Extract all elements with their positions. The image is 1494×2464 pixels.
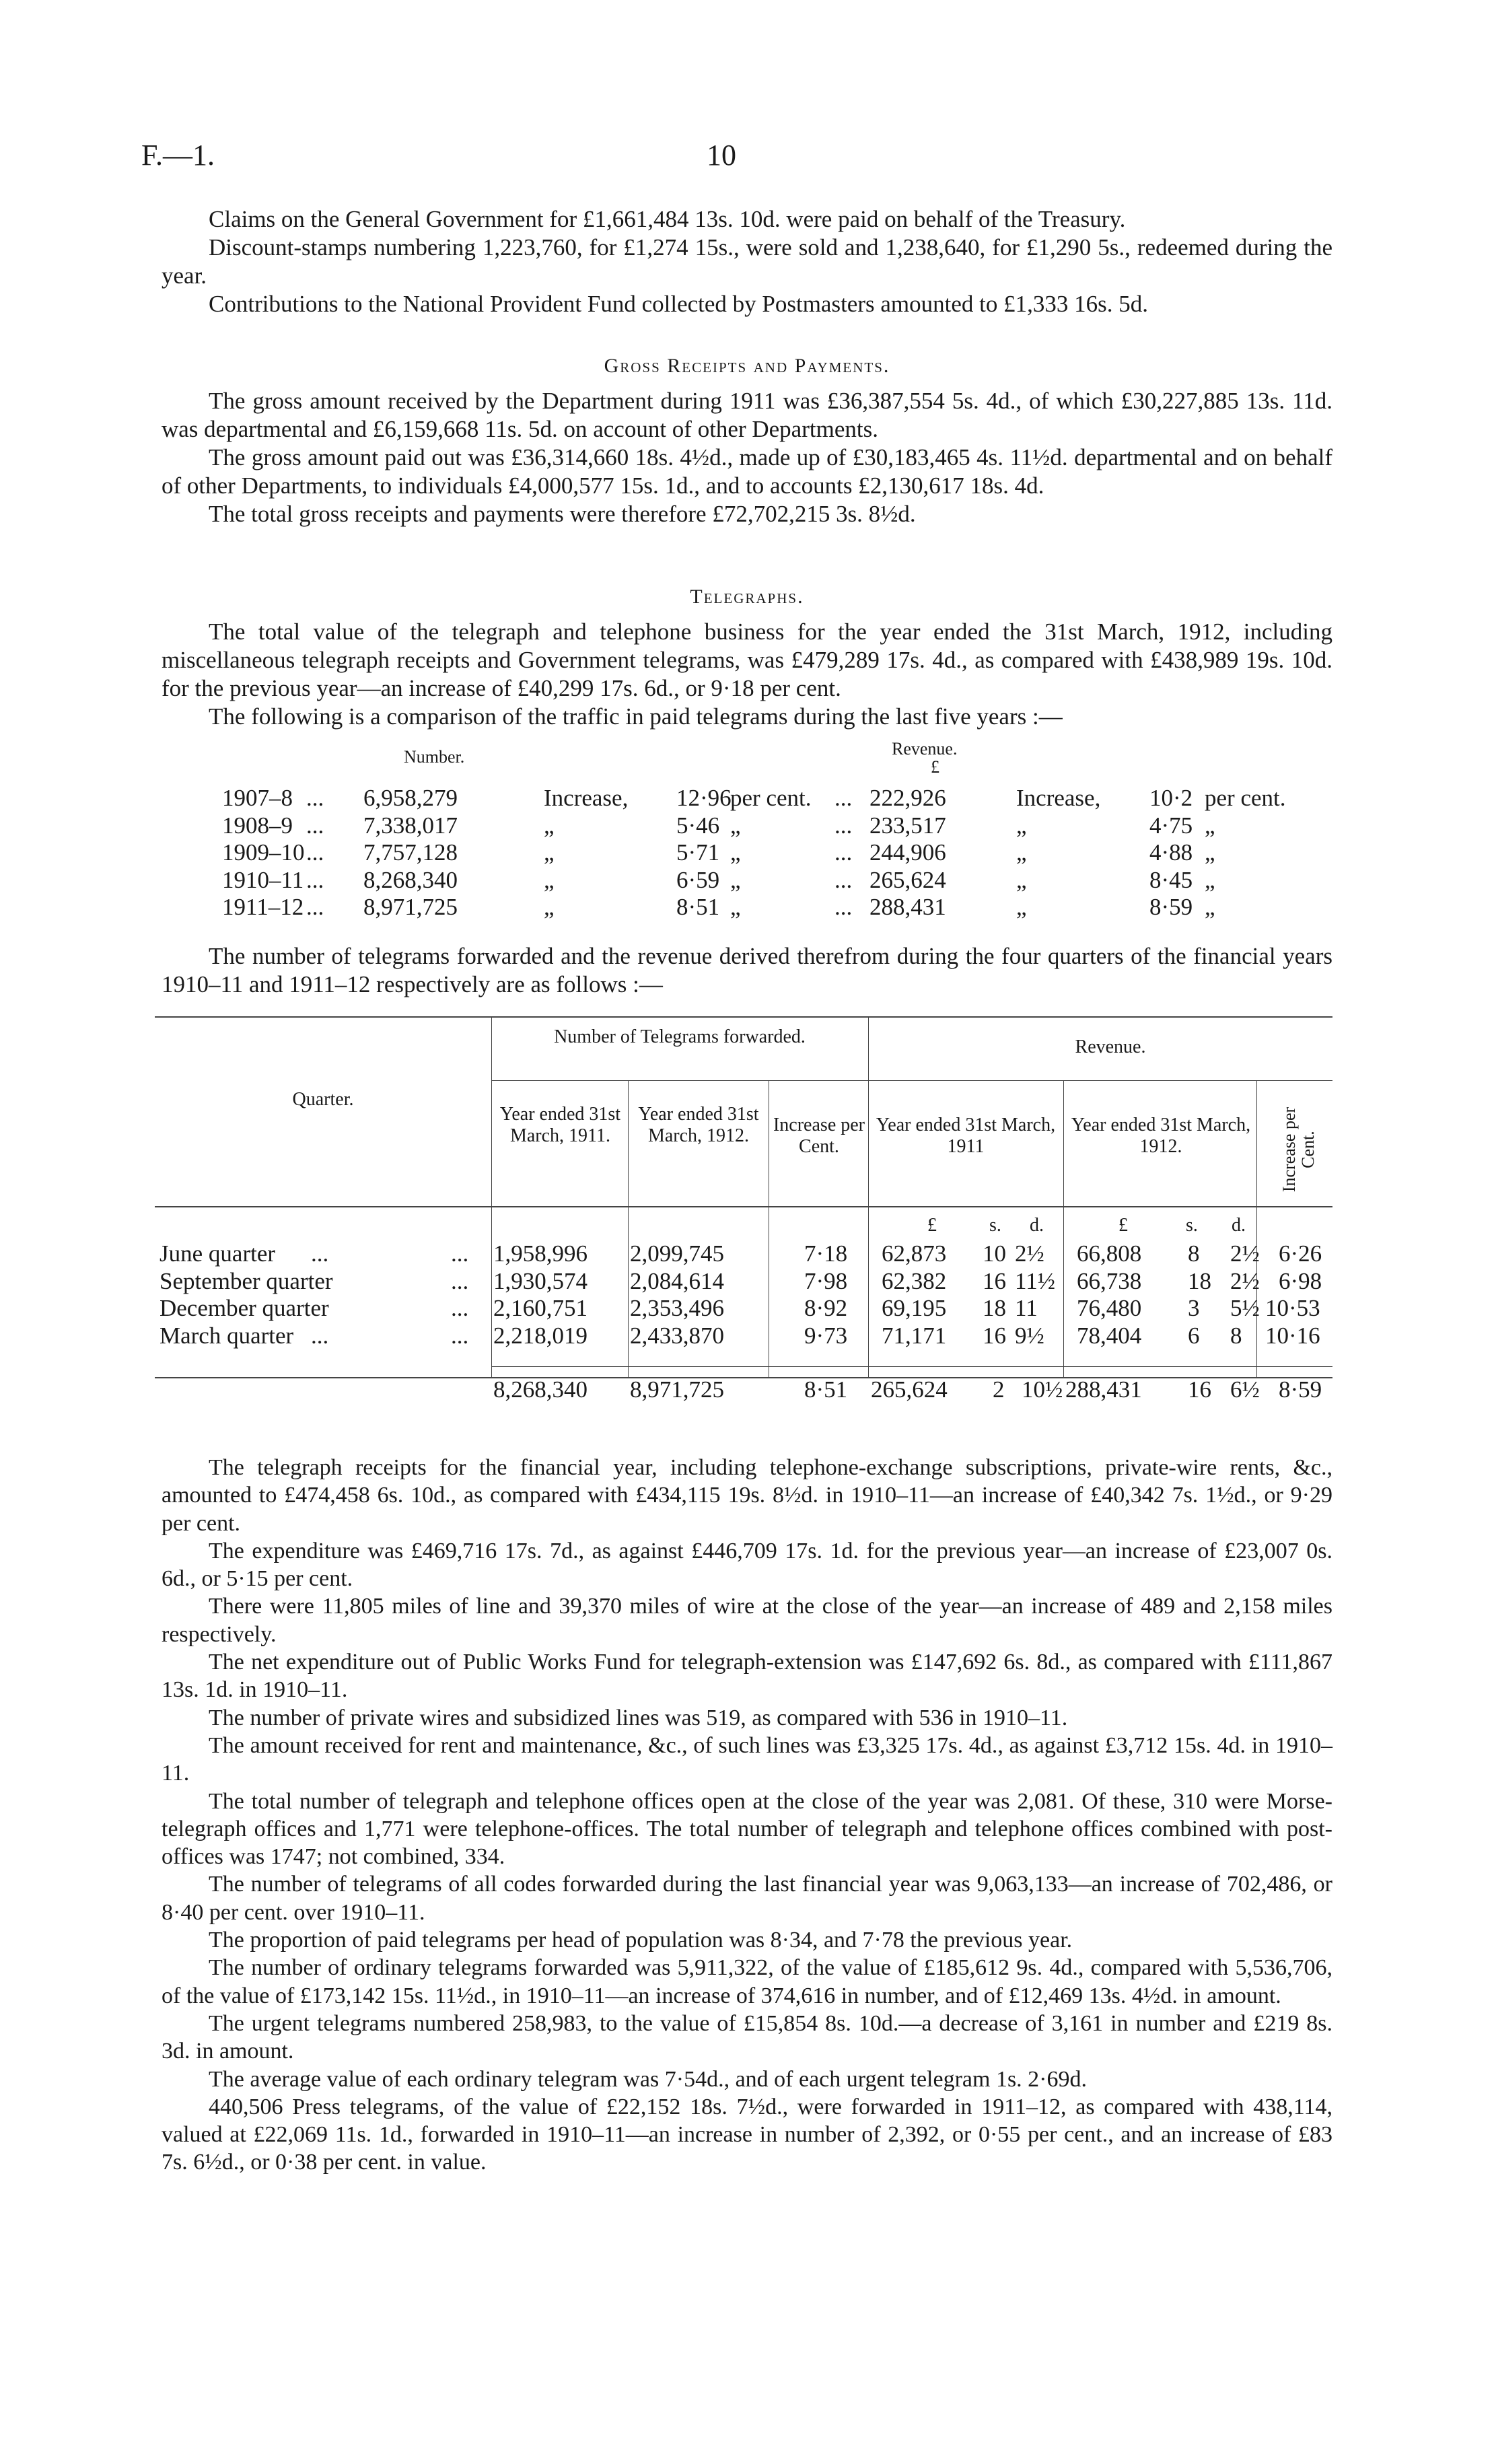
header-revenue-1912: Year ended 31st March, 1912. (1071, 1115, 1251, 1157)
quarter-inc: 7·18 (804, 1240, 848, 1267)
five-year-revenue: 233,517 (869, 812, 946, 839)
five-year-year: 1907–8 (222, 785, 293, 811)
paragraph: 440,506 Press telegrams, of the value of £22,152 18s. 7½d., were forwarded in 1911–12, as compared with 438,114, valued at £22,069 11s. 1d., forwarded in 1910–11—an increase in number of 2,392, or 0·55 per cent., and an increase of £83 7s. 6½d., or 0·38 per cent. in value. (162, 2094, 1332, 2175)
section-heading-gross: Gross Receipts and Payments. (604, 355, 890, 377)
quarter-inc: 9·73 (804, 1322, 848, 1349)
five-year-dots2: ... (834, 894, 853, 920)
unit-pence: d. (1030, 1215, 1044, 1236)
five-year-rev_pc: per cent. (1205, 785, 1286, 811)
quarter-r1911_s: 18 (983, 1295, 1006, 1321)
quarter-r1911_d: 9½ (1015, 1322, 1044, 1349)
gross-section (162, 387, 1332, 528)
quarter-dots2: ... (451, 1295, 469, 1321)
five-year-inc_label: Increase, (544, 785, 629, 811)
quarter-r1912_s: 3 (1188, 1295, 1200, 1321)
five-year-number: 8,268,340 (363, 866, 458, 893)
quarter-rinc: 10·16 (1265, 1322, 1320, 1349)
five-year-rev_inc: 4·75 (1149, 812, 1193, 839)
unit-pence: d. (1232, 1215, 1246, 1236)
five-year-dots2: ... (834, 785, 853, 811)
quarter-r1911_s: 16 (983, 1322, 1006, 1349)
five-year-dots: ... (306, 894, 324, 920)
quarter-r1912_d: 2½ (1230, 1267, 1260, 1294)
five-year-inc: 5·46 (676, 812, 720, 839)
quarter-r1912_l: 78,404 (1077, 1322, 1142, 1349)
quarter-quarter: March quarter (159, 1322, 294, 1349)
header-year-1911: Year ended 31st March, 1911. (499, 1104, 621, 1146)
quarter-quarter: June quarter (159, 1240, 276, 1267)
five-year-number: 7,757,128 (363, 839, 458, 866)
five-year-rev_label: „ (1016, 866, 1027, 893)
five-year-inc_label: „ (544, 839, 555, 866)
table-rule (491, 1080, 1332, 1081)
paragraph: The net expenditure out of Public Works Fund for telegraph-extension was £147,692 6s. 8d., as compared with £111,867 13s. 1d. in 1910–11. (162, 1650, 1332, 1703)
five-year-rev_label: „ (1016, 839, 1027, 866)
five-year-inc: 8·51 (676, 894, 720, 920)
five-year-pc: „ (730, 894, 741, 920)
five-year-revenue: 222,926 (869, 785, 946, 811)
five-year-inc: 6·59 (676, 866, 720, 893)
total-r1911-pence: 10½ (1022, 1376, 1063, 1403)
quarter-r1912_s: 6 (1188, 1322, 1200, 1349)
paragraph: The telegraph receipts for the financial year, including telephone-exchange subscriptions, private-wire rents, &c., amounted to £474,458 6s. 10d., as compared with £434,115 19s. 8½d. in 1910–11—an increase of £40,342 7s. 1½d., or 9·29 per cent. (162, 1455, 1332, 1536)
quarter-n1911: 2,218,019 (493, 1322, 588, 1349)
five-year-pc: „ (730, 839, 741, 866)
table-rule (1063, 1080, 1064, 1377)
paragraph: The total gross receipts and payments were therefore £72,702,215 3s. 8½d. (209, 501, 916, 527)
page-number: 10 (707, 139, 736, 172)
paragraph: Contributions to the National Provident Fund collected by Postmasters amounted to £1,333 16s. 5d. (209, 291, 1148, 317)
total-r1911-shillings: 2 (993, 1376, 1005, 1403)
paragraph: The amount received for rent and maintenance, &c., of such lines was £3,325 17s. 4d., as against £3,712 15s. 4d. in 1910–11. (162, 1732, 1332, 1786)
quarter-dots2: ... (451, 1322, 469, 1349)
paragraph: Claims on the General Government for £1,661,484 13s. 10d. were paid on behalf of the Treasury. (209, 206, 1126, 232)
paragraph: The number of telegrams forwarded and the revenue derived therefrom during the four quarters of the financial years 1910–11 and 1911–12 respectively are as follows :— (162, 943, 1332, 997)
paragraph: The total value of the telegraph and telephone business for the year ended the 31st March, 1912, including miscellaneous telegraph receipts and Government telegrams, was £479,289 17s. 4d., as compared with £438,989 19s. 10d. for the previous year—an increase of £40,299 17s. 6d., or 9·18 per cent. (162, 619, 1332, 701)
five-year-dots2: ... (834, 812, 853, 839)
closing-section (162, 1454, 1332, 2177)
five-year-revenue-unit: £ (931, 757, 939, 777)
total-r1912-shillings: 16 (1188, 1376, 1211, 1403)
quarter-quarter: September quarter (159, 1267, 333, 1294)
paragraph: The gross amount paid out was £36,314,660 18s. 4½d., made up of £30,183,465 4s. 11½d. departmental and on behalf of other Departments, to individuals £4,000,577 15s. 1d., and to accounts £2,130,617 18s. 4d. (162, 444, 1332, 499)
header-increase: Increase per Cent. (773, 1115, 865, 1157)
five-year-number: 6,958,279 (363, 785, 458, 811)
five-year-pc: per cent. (730, 785, 812, 811)
paragraph: The number of ordinary telegrams forwarded was 5,911,322, of the value of £185,612 9s. 4d., compared with 5,536,706, of the value of £173,142 15s. 11½d., in 1910–11—an increase of 374,616 in number, and of £12,469 13s. 4½d. in amount. (162, 1955, 1332, 2008)
unit-pound: £ (927, 1215, 937, 1236)
five-year-dots2: ... (834, 839, 853, 866)
total-increase: 8·51 (804, 1376, 848, 1403)
quarter-r1911_l: 71,171 (882, 1322, 947, 1349)
five-year-revenue-header: Revenue. (892, 739, 958, 759)
quarter-r1912_l: 66,738 (1077, 1267, 1142, 1294)
quarter-r1911_l: 69,195 (882, 1295, 947, 1321)
section-heading-telegraphs: Telegraphs. (690, 586, 804, 608)
telegraphs-section (162, 618, 1332, 731)
total-r1912-pounds: 288,431 (1065, 1376, 1142, 1403)
total-revenue-increase: 8·59 (1279, 1376, 1322, 1403)
paragraph: There were 11,805 miles of line and 39,370 miles of wire at the close of the year—an increase of 489 and 2,158 miles respectively. (162, 1594, 1332, 1647)
paragraph: The urgent telegrams numbered 258,983, to the value of £15,854 8s. 10d.—a decrease of 3,161 in number and £219 8s. 3d. in amount. (162, 2010, 1332, 2064)
quarters-intro (162, 942, 1332, 999)
paragraph: The number of private wires and subsidized lines was 519, as compared with 536 in 1910–11. (209, 1705, 1068, 1730)
quarter-r1911_d: 11 (1015, 1295, 1038, 1321)
quarter-r1912_d: 2½ (1230, 1240, 1260, 1267)
five-year-inc: 5·71 (676, 839, 720, 866)
quarter-rinc: 6·98 (1279, 1267, 1322, 1294)
quarter-n1912: 2,099,745 (630, 1240, 724, 1267)
header-revenue-increase: Increase per Cent. (1279, 1106, 1318, 1193)
quarter-dots2: ... (451, 1240, 469, 1267)
header-number-group: Number of Telegrams forwarded. (554, 1026, 806, 1047)
quarter-rinc: 6·26 (1279, 1240, 1322, 1267)
five-year-revenue: 244,906 (869, 839, 946, 866)
quarter-n1911: 1,958,996 (493, 1240, 588, 1267)
five-year-year: 1911–12 (222, 894, 304, 920)
quarter-n1912: 2,433,870 (630, 1322, 724, 1349)
intro-section (162, 205, 1332, 318)
five-year-dots: ... (306, 866, 324, 893)
quarter-quarter: December quarter (159, 1295, 329, 1321)
five-year-revenue: 265,624 (869, 866, 946, 893)
quarter-r1912_d: 5½ (1230, 1295, 1260, 1321)
quarter-r1911_l: 62,873 (882, 1240, 947, 1267)
quarter-r1911_s: 10 (983, 1240, 1006, 1267)
total-r1911-pounds: 265,624 (871, 1376, 948, 1403)
quarter-dots: ... (311, 1322, 329, 1349)
quarter-r1911_l: 62,382 (882, 1267, 947, 1294)
unit-shillings: s. (1186, 1215, 1198, 1236)
five-year-dots: ... (306, 812, 324, 839)
quarter-r1912_l: 66,808 (1077, 1240, 1142, 1267)
quarter-inc: 7·98 (804, 1267, 848, 1294)
unit-pound: £ (1118, 1215, 1128, 1236)
table-rule (1256, 1080, 1257, 1377)
quarter-r1912_s: 18 (1188, 1267, 1211, 1294)
header-year-1912: Year ended 31st March, 1912. (638, 1104, 759, 1146)
quarter-r1911_d: 2½ (1015, 1240, 1044, 1267)
five-year-rev_inc: 8·45 (1149, 866, 1193, 893)
quarter-n1911: 2,160,751 (493, 1295, 588, 1321)
five-year-rev_inc: 4·88 (1149, 839, 1193, 866)
five-year-number: 8,971,725 (363, 894, 458, 920)
five-year-year: 1908–9 (222, 812, 293, 839)
paragraph: The expenditure was £469,716 17s. 7d., as against £446,709 17s. 1d. for the previous year—an increase of £23,007 0s. 6d., or 5·15 per cent. (162, 1538, 1332, 1592)
five-year-rev_inc: 10·2 (1149, 785, 1193, 811)
five-year-rev_label: „ (1016, 894, 1027, 920)
table-rule (491, 1366, 1332, 1367)
table-rule (155, 1377, 1332, 1378)
five-year-year: 1910–11 (222, 866, 304, 893)
header-revenue-1911: Year ended 31st March, 1911 (876, 1115, 1056, 1157)
quarter-n1912: 2,084,614 (630, 1267, 724, 1294)
total-r1912-pence: 6½ (1230, 1376, 1260, 1403)
quarter-r1912_l: 76,480 (1077, 1295, 1142, 1321)
five-year-inc_label: „ (544, 812, 555, 839)
five-year-inc_label: „ (544, 866, 555, 893)
five-year-number: 7,338,017 (363, 812, 458, 839)
five-year-rev_pc: „ (1205, 866, 1215, 893)
table-rule (155, 1016, 1332, 1018)
five-year-rev_pc: „ (1205, 812, 1215, 839)
five-year-dots2: ... (834, 866, 853, 893)
five-year-dots: ... (306, 839, 324, 866)
five-year-inc: 12·96 (676, 785, 732, 811)
paragraph: The following is a comparison of the traffic in paid telegrams during the last five years :— (209, 703, 1063, 730)
five-year-year: 1909–10 (222, 839, 305, 866)
five-year-dots: ... (306, 785, 324, 811)
table-rule (868, 1016, 869, 1377)
table-rule (628, 1080, 629, 1377)
five-year-rev_label: Increase, (1016, 785, 1101, 811)
five-year-number-header: Number. (404, 747, 465, 767)
paragraph: Discount-stamps numbering 1,223,760, for £1,274 15s., were sold and 1,238,640, for £1,290 5s., redeemed during the year. (162, 234, 1332, 289)
quarter-n1912: 2,353,496 (630, 1295, 724, 1321)
unit-shillings: s. (989, 1215, 1001, 1236)
table-rule (155, 1206, 1332, 1207)
paragraph: The proportion of paid telegrams per head of population was 8·34, and 7·78 the previous year. (209, 1928, 1073, 1953)
five-year-rev_label: „ (1016, 812, 1027, 839)
five-year-rev_pc: „ (1205, 894, 1215, 920)
quarter-n1911: 1,930,574 (493, 1267, 588, 1294)
five-year-revenue: 288,431 (869, 894, 946, 920)
table-rule (491, 1016, 492, 1377)
five-year-pc: „ (730, 812, 741, 839)
quarter-r1912_s: 8 (1188, 1240, 1200, 1267)
five-year-inc_label: „ (544, 894, 555, 920)
paragraph: The total number of telegraph and telephone offices open at the close of the year was 2,081. Of these, 310 were Morse-telegraph offices and 1,771 were telephone-offices. The total number of telegraph and telephone offices combined with post-offices was 1747; not combined, 334. (162, 1788, 1332, 1870)
five-year-pc: „ (730, 866, 741, 893)
quarter-r1912_d: 8 (1230, 1322, 1242, 1349)
paragraph: The gross amount received by the Department during 1911 was £36,387,554 5s. 4d., of which £30,227,885 13s. 11d. was departmental and £6,159,668 11s. 5d. on account of other Departments. (162, 388, 1332, 442)
total-n1911: 8,268,340 (493, 1376, 588, 1403)
quarter-r1911_s: 16 (983, 1267, 1006, 1294)
five-year-rev_pc: „ (1205, 839, 1215, 866)
quarter-rinc: 10·53 (1265, 1295, 1320, 1321)
quarter-dots: ... (311, 1240, 329, 1267)
paragraph: The number of telegrams of all codes forwarded during the last financial year was 9,063,133—an increase of 702,486, or 8·40 per cent. over 1910–11. (162, 1872, 1332, 1925)
header-revenue-group: Revenue. (1075, 1036, 1146, 1057)
quarter-inc: 8·92 (804, 1295, 848, 1321)
document-reference: F.—1. (141, 139, 215, 172)
paragraph: The average value of each ordinary telegram was 7·54d., and of each urgent telegram 1s. 2·69d. (209, 2066, 1087, 2092)
quarter-r1911_d: 11½ (1015, 1267, 1055, 1294)
header-quarter: Quarter. (292, 1089, 354, 1110)
quarter-dots2: ... (451, 1267, 469, 1294)
total-n1912: 8,971,725 (630, 1376, 724, 1403)
five-year-rev_inc: 8·59 (1149, 894, 1193, 920)
